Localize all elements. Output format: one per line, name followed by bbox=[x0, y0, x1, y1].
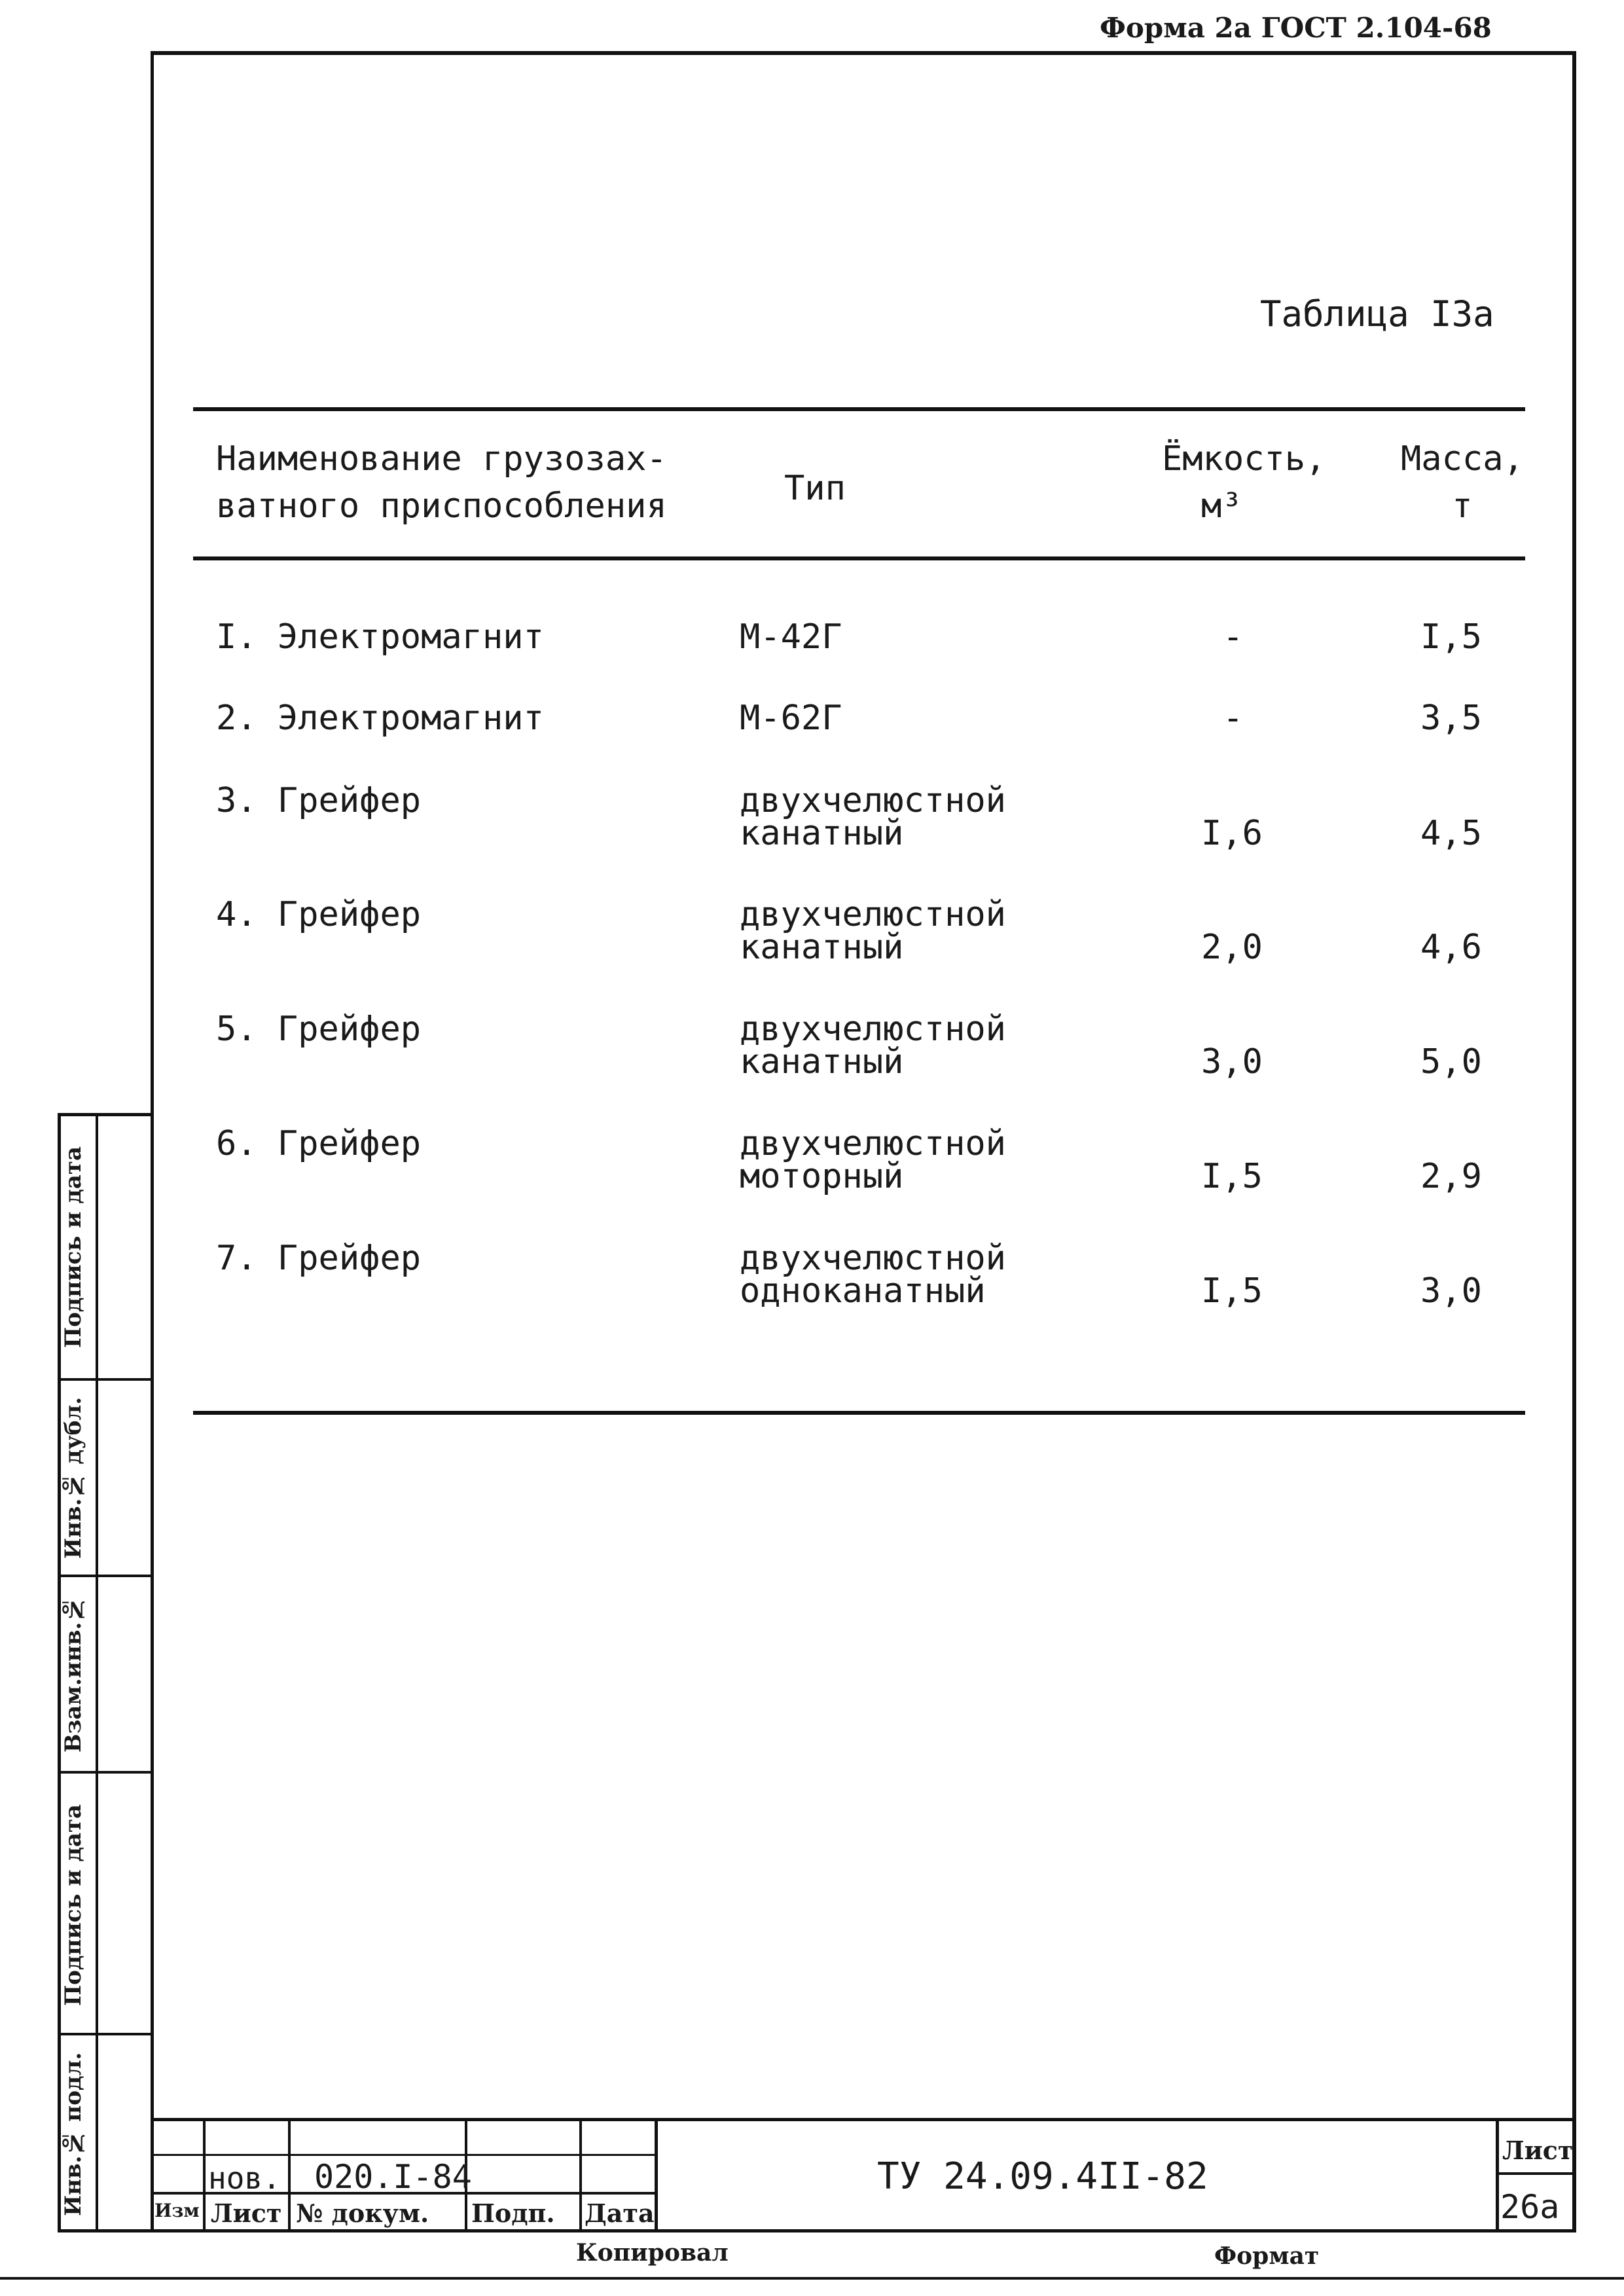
sidebar-inner-line bbox=[96, 1113, 98, 2232]
row-7-type-line1: двухчелюстной bbox=[740, 1239, 1006, 1278]
tb-label-doc: № докум. bbox=[296, 2198, 429, 2228]
tb-col-2 bbox=[288, 2118, 291, 2231]
row-3-capacity: I,6 bbox=[1201, 814, 1263, 853]
sidebar-div-2 bbox=[58, 1575, 151, 1577]
row-4-type-line1: двухчелюстной bbox=[740, 895, 1006, 934]
row-4-name: 4. Грейфер bbox=[216, 895, 422, 934]
header-name-line2: ватного приспособления bbox=[216, 486, 667, 526]
tb-label-iz: Изм bbox=[154, 2200, 200, 2221]
sidebar-label-sign-date-2: Подпись и дата bbox=[60, 1146, 86, 1349]
row-2-capacity: - bbox=[1223, 699, 1244, 738]
row-7-type-line2: одноканатный bbox=[740, 1271, 986, 1311]
tb-doc-number: 020.I-84 bbox=[314, 2158, 472, 2196]
frame-top bbox=[152, 51, 1576, 55]
row-4-type-line2: канатный bbox=[740, 928, 904, 967]
table-bottom-rule bbox=[193, 1411, 1525, 1415]
row-5-capacity: 3,0 bbox=[1201, 1042, 1263, 1082]
sidebar-label-sign-date-1: Подпись и дата bbox=[60, 1804, 86, 2007]
row-4-capacity: 2,0 bbox=[1201, 928, 1263, 967]
tb-label-sign: Подп. bbox=[471, 2198, 555, 2228]
form-header: Форма 2а ГОСТ 2.104-68 bbox=[1100, 12, 1492, 44]
tb-col-1 bbox=[203, 2118, 206, 2231]
row-6-name: 6. Грейфер bbox=[216, 1124, 422, 1163]
tb-designation: ТУ 24.09.4II-82 bbox=[877, 2155, 1208, 2198]
row-6-type-line1: двухчелюстной bbox=[740, 1124, 1006, 1163]
row-7-mass: 3,0 bbox=[1420, 1271, 1482, 1311]
row-5-type-line1: двухчелюстной bbox=[740, 1010, 1006, 1049]
table-header-rule bbox=[193, 556, 1525, 560]
row-2-name: 2. Электромагнит bbox=[216, 699, 544, 738]
tb-top-line bbox=[152, 2118, 1576, 2121]
row-1-capacity: - bbox=[1223, 617, 1244, 657]
tb-col-4 bbox=[579, 2118, 582, 2231]
row-5-type-line2: канатный bbox=[740, 1042, 904, 1082]
sidebar-top bbox=[58, 1113, 151, 1116]
footer-copied: Копировал bbox=[576, 2239, 729, 2267]
sidebar-label-inv-podl: Инв.№ подл. bbox=[60, 2052, 86, 2217]
row-1-name: I. Электромагнит bbox=[216, 617, 544, 657]
tb-col-5 bbox=[655, 2118, 658, 2231]
table-caption: Таблица I3а bbox=[1260, 293, 1494, 335]
tb-sheet-label: Лист bbox=[1502, 2136, 1574, 2165]
header-mass bbox=[1401, 435, 1524, 530]
sidebar-div-1 bbox=[58, 1378, 151, 1381]
row-3-type-line1: двухчелюстной bbox=[740, 781, 1006, 820]
row-7-name: 7. Грейфер bbox=[216, 1239, 422, 1278]
row-7-capacity: I,5 bbox=[1201, 1271, 1263, 1311]
row-6-type-line2: моторный bbox=[740, 1157, 904, 1196]
frame-left bbox=[151, 51, 154, 2231]
tb-label-date: Дата bbox=[585, 2198, 655, 2228]
sidebar-label-vzam-inv: Взам.инв.№ bbox=[60, 1595, 86, 1753]
header-capacity-line1: Ёмкость, bbox=[1162, 439, 1326, 479]
row-2-type: М-62Г bbox=[740, 699, 842, 738]
header-capacity-line2: м³ bbox=[1201, 486, 1242, 526]
sidebar-label-inv-dubl: Инв.№ дубл. bbox=[60, 1396, 86, 1559]
tb-sheet-div bbox=[1496, 2172, 1574, 2175]
sidebar-div-4 bbox=[58, 2033, 151, 2035]
row-5-name: 5. Грейфер bbox=[216, 1010, 422, 1049]
frame-right bbox=[1572, 51, 1576, 2231]
row-1-type: М-42Г bbox=[740, 617, 842, 657]
row-3-name: 3. Грейфер bbox=[216, 781, 422, 820]
row-2-mass: 3,5 bbox=[1420, 699, 1482, 738]
table-top-rule bbox=[193, 407, 1525, 411]
row-1-mass: I,5 bbox=[1420, 617, 1482, 657]
header-mass-line2: т bbox=[1452, 486, 1473, 526]
frame-bottom bbox=[58, 2229, 1576, 2232]
row-3-type-line2: канатный bbox=[740, 814, 904, 853]
row-4-mass: 4,6 bbox=[1420, 928, 1482, 967]
tb-sheet-number: 26а bbox=[1500, 2188, 1560, 2226]
row-6-mass: 2,9 bbox=[1420, 1157, 1482, 1196]
tb-label-sheet: Лист bbox=[211, 2198, 282, 2228]
row-3-mass: 4,5 bbox=[1420, 814, 1482, 853]
header-type: Тип bbox=[784, 469, 846, 508]
header-name bbox=[216, 435, 667, 530]
row-6-capacity: I,5 bbox=[1201, 1157, 1263, 1196]
sidebar-div-3 bbox=[58, 1771, 151, 1774]
sheet-bottom-edge bbox=[0, 2277, 1624, 2280]
header-mass-line1: Масса, bbox=[1401, 439, 1524, 479]
left-sidebar bbox=[58, 1113, 151, 2232]
tb-change-mark: нов. bbox=[208, 2160, 281, 2196]
header-capacity bbox=[1162, 435, 1326, 530]
header-name-line1: Наименование грузозах- bbox=[216, 439, 667, 479]
row-5-mass: 5,0 bbox=[1420, 1042, 1482, 1082]
footer-format: Формат bbox=[1214, 2242, 1320, 2270]
